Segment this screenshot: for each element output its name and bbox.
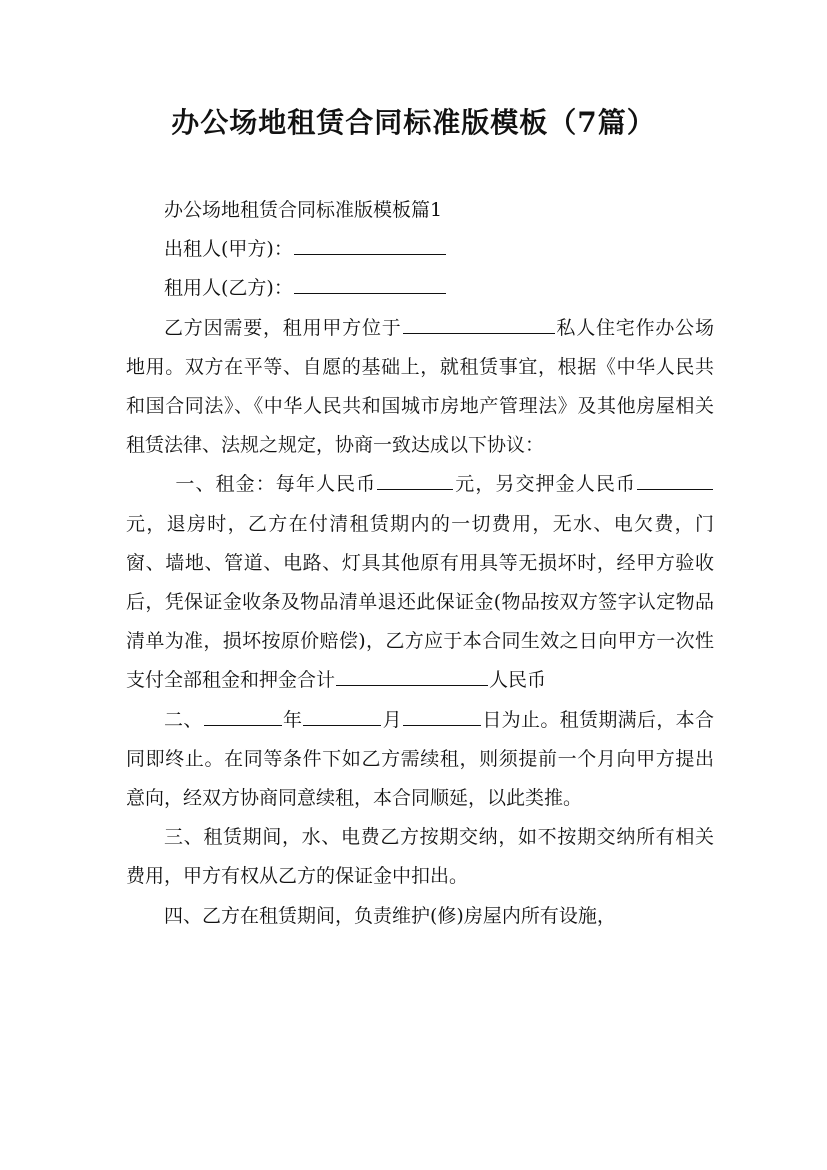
lessor-line [126, 230, 714, 269]
intro-text-1: 乙方因需要，租用甲方位于 [164, 316, 402, 339]
location-blank [403, 313, 555, 334]
month-blank [303, 705, 381, 726]
clause-4: 四、乙方在租赁期间，负责维护(修)房屋内所有设施， [164, 904, 616, 927]
total-amount-blank [336, 666, 488, 687]
clause-2 [126, 701, 714, 819]
document-body [126, 191, 714, 936]
lessor-blank [294, 234, 446, 255]
clause-3: 三、租赁期间，水、电费乙方按期交纳，如不按期交纳所有相关费用，甲方有权从乙方的保证金中扣出。 [126, 826, 714, 888]
clause-1-text-1: 一、租金：每年人民币 [175, 473, 377, 496]
section-heading: 办公场地租赁合同标准版模板篇1 [164, 199, 443, 221]
annual-rent-blank [377, 469, 453, 490]
clause-2-text-3: 月 [382, 708, 403, 731]
lessee-line [126, 269, 714, 308]
document-title: 办公场地租赁合同标准版模板（7篇） [171, 106, 656, 139]
clause-2-text-4: 日为止。租赁期满后，本合同即终止。在同等条件下如乙方需续租，则须提前一个月向甲方提出意向，经双方协商同意续租，本合同顺延，以此类推。 [126, 708, 714, 810]
clause-2-text-2: 年 [282, 708, 303, 731]
day-blank [403, 705, 481, 726]
clause-1 [126, 465, 714, 700]
lessor-label: 出租人(甲方)： [164, 238, 293, 261]
intro-paragraph [126, 309, 714, 466]
lessee-blank [294, 273, 446, 294]
clause-1-text-3: 元，退房时，乙方在付清租赁期内的一切费用，无水、电欠费，门窗、墙地、管道、电路、灯具其他原有用具等无损坏时，经甲方验收后，凭保证金收条及物品清单退还此保证金(物品按双方签字认定物品清单为准，损坏按原价赔偿)，乙方应于本合同生效之日向甲方一次性支付全部租金和押金合计 [126, 512, 714, 692]
clause-1-text-4: 人民币 [489, 669, 547, 692]
lessee-label: 租用人(乙方)： [164, 277, 293, 300]
clause-2-text-1: 二、 [164, 708, 203, 731]
deposit-blank [637, 469, 713, 490]
intro-text-2: 私人住宅作办公场地用。双方在平等、自愿的基础上，就租赁事宜，根据《中华人民共和国合同法》、《中华人民共和国城市房地产管理法》及其他房屋相关租赁法律、法规之规定，协商一致达成以下协议： [126, 316, 714, 457]
year-blank [204, 705, 282, 726]
clause-1-text-2: 元，另交押金人民币 [454, 473, 636, 496]
